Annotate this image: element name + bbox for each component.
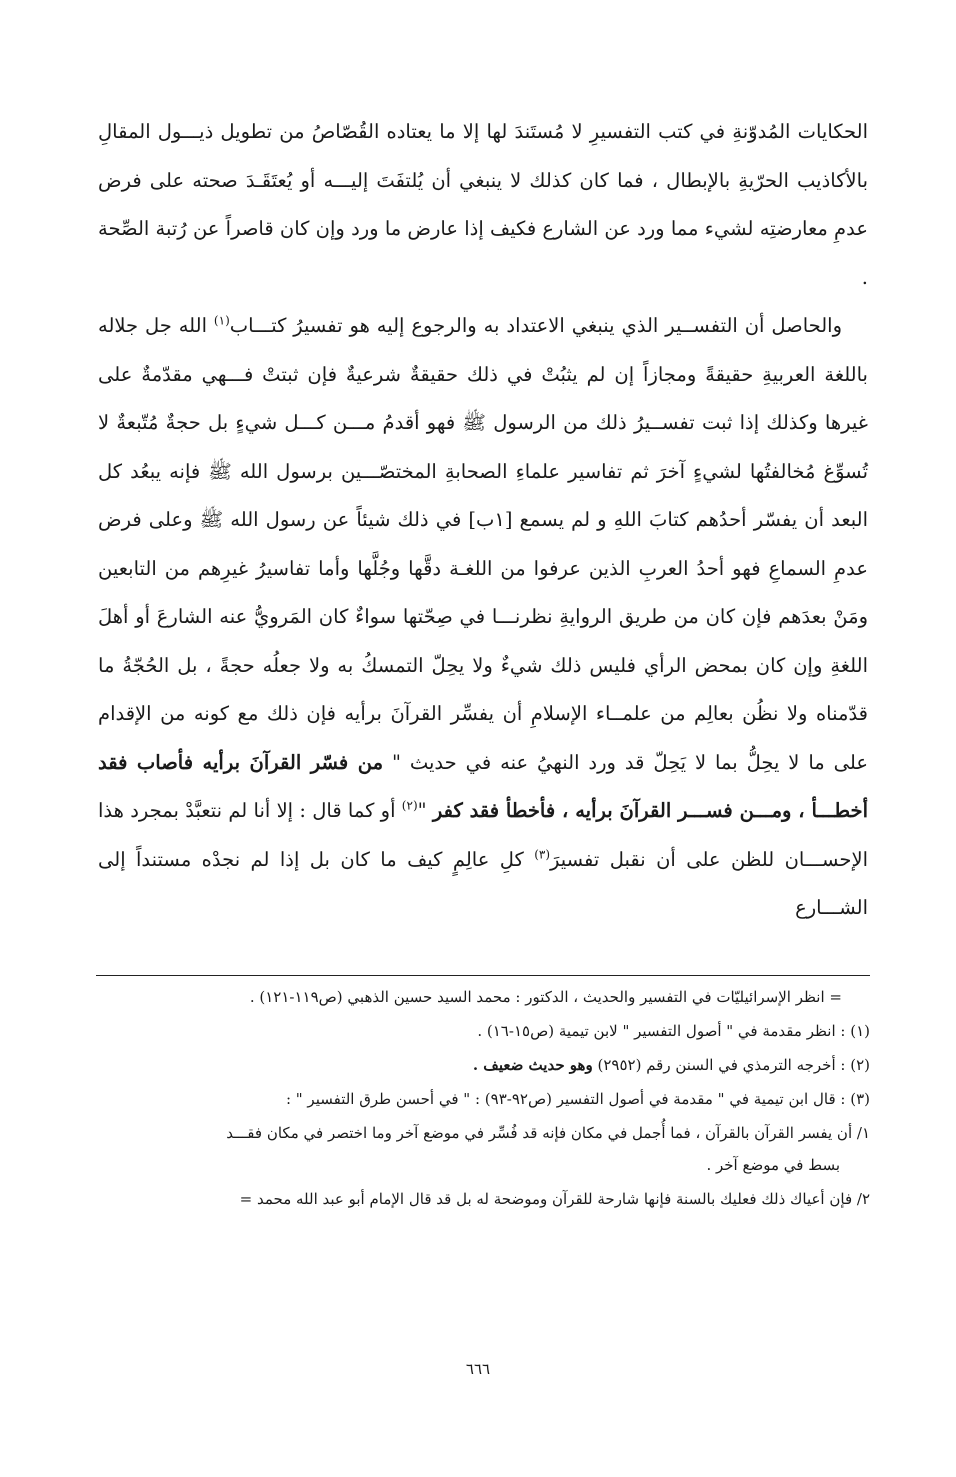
footnote-3-item-1: ١/ أن يفسر القرآن بالقرآن ، فما أُجمل في مكان فإنه قد فُسِّر في موضع آخر وما اختصر في مكان فقـــد [226, 1124, 870, 1142]
footnote-ref-1: (١) [213, 313, 230, 328]
paragraph-1-text: الحكايات المُدوّنةِ في كتب التفسيرِ لا مُستَندَ لها إلا ما يعتاده القُصّاصُ من تطويل ذيـــول المقالِ بالأكاذيب الحرّيةِ بالإبطال ، فما كان كذلك لا ينبغي أن يُلتفَتَ إليـــه أو يُعتَقَـدَ صحته على فرض عدمِ معارضتِه لشيء مما ورد عن الشارع فكيف إذا عارض ما ورد وإن كان قاصراً عن رُتبة الصِّحة . [98, 120, 868, 289]
footnote-continuation: = انظر الإسرائيليّات في التفسير والحديث ، الدكتور : محمد السيد حسين الذهبي (ص١١٩-١٢١) . [249, 988, 842, 1006]
footnote-2-grade: وهو حديث ضعيف . [472, 1056, 593, 1074]
paragraph-2 [98, 302, 868, 933]
footnote-3-item-1-cont: بسط في موضع آخر . [706, 1156, 840, 1174]
page-number: ٦٦٦ [465, 1360, 491, 1378]
footnote-ref-3: (٣) [534, 847, 551, 861]
paragraph-2-text-a: والحاصل أن التفســير الذي ينبغي الاعتداد به والرجوع إليه هو تفسيرُ كتـــاب [229, 314, 842, 337]
footnote-separator [96, 975, 870, 976]
main-text [98, 108, 868, 933]
footnote-3-item-2: ٢/ فإن أعياك ذلك فعليك بالسنة فإنها شارحة للقرآن وموضحة له بل قد قال الإمام أبو عبد الله محمد = [239, 1190, 870, 1208]
footnotes [96, 987, 870, 1223]
footnote-3: (٣) : قال ابن تيمية في " مقدمة في أصول التفسير (ص٩٢-٩٣) : " في أحسن طرق التفسير " : [285, 1090, 870, 1108]
paragraph-2-text-b: الله جل جلاله باللغة العربيةِ حقيقةً ومجازاً إن لم يثبُتْ في ذلك حقيقةٌ شرعيةٌ فإن ثبتتْ فـــهي مقدّمةٌ على غيرها وكذلك إذا ثبت تفســيرُ ذلك من الرسول ﷺ فهو أقدمُ مـــن كـــل شيءٍ بل حجةٌ مُتّبعةٌ لا تُسوِّغ مُخالفتُها لشيءٍ آخرَ ثم تفاسير علماءِ الصحابةِ المختصّـــين برسول الله ﷺ فإنه يبعُد كل البعد أن يفسّر أحدُهم كتابَ اللهِ و لم يسمع [١ب] في ذلك شيئاً عن رسول الله ﷺ وعلى فرض عدمِ السماعِ فهو أحدُ العربِ الذين عرفوا من اللغـة دقَّها وجُلَّها وأما تفاسيرُ غيرِهم من التابعين ومَنْ بعدَهم فإن كان من طريق الروايةِ نظرنـــا في صِحّتها سواءٌ كان المَرويُّ عنه الشارعَ أو أهلَ اللغةِ وإن كان بمحض الرأي فليس ذلك شيءٌ ولا يحِلّ التمسكُ به ولا جعلُه حجةً ، بل الحُجّةُ ما قدّمناه ولا نظُن بعالِم من علمــاء الإسلامِ أن يفسِّر القرآنَ برأيه فإن ذلك مع كونه من الإقدام على ما لا يحِلُّ بما لا يَحِلّ قد ورد النهيُ عنه في حديث " [98, 314, 868, 774]
footnote-ref-2: (٢) [401, 798, 418, 813]
paragraph-2-text-e: كلِ عالِمٍ كيف ما كان بل إذا لم نجدْه مستنداً إلى الشـــارع [98, 847, 868, 919]
footnote-2 [96, 1055, 870, 1075]
paragraph-2-text-d: أو كما قال : إلا أنا لم نتعبَّدْ بمجرد هذا الإحســـان للظن على أن نقبل تفسيرَ [98, 799, 868, 871]
hadith-quote: من فسّر القرآنَ برأيه فأصاب فقد أخطـــأ ، ومـــن فســـر القرآنَ برأيه ، فأخطأ فقد كفر [98, 750, 869, 822]
paragraph-2-text-c: " [417, 799, 433, 822]
footnote-1: (١) : انظر مقدمة في " أصول التفسير " لابن تيمية (ص١٥-١٦) . [477, 1022, 870, 1040]
paragraph-1 [98, 108, 868, 302]
footnote-2-text: (٢) : أخرجه الترمذي في السنن رقم (٢٩٥٢) [592, 1056, 870, 1074]
